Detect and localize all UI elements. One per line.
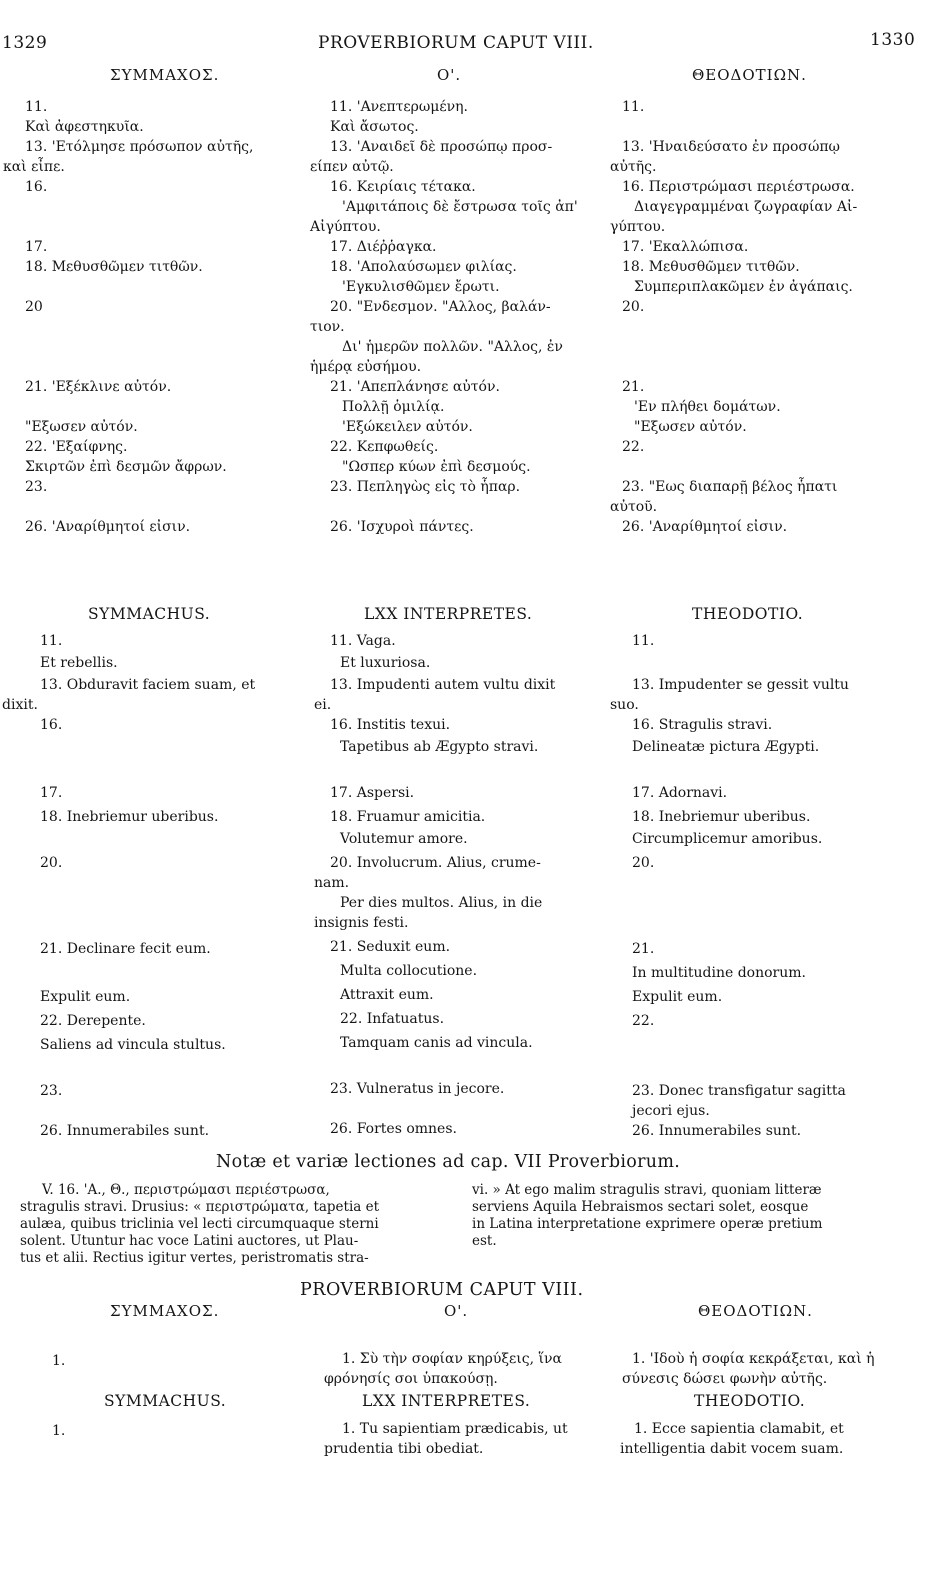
symmachus-greek-column — [3, 98, 315, 538]
row-text: είπεν αὐτῷ. — [310, 159, 394, 175]
header-symmachus-latin-ch8: SYMMACHUS. — [104, 1392, 227, 1410]
row-text: 21. 'Εξέκλινε αὐτόν. — [25, 379, 172, 395]
row-text: τιον. — [310, 319, 345, 335]
row-text: 11. — [622, 99, 645, 115]
row-text: Expulit eum. — [40, 989, 131, 1005]
row-text: Attraxit eum. — [340, 987, 434, 1003]
row-text: "Εξωσεν αὐτόν. — [634, 419, 747, 435]
row-text: In multitudine donorum. — [632, 965, 806, 981]
row-text: 17. — [25, 239, 48, 255]
row-text: 23. Πεπληγὼς εἰς τὸ ἧπαρ. — [330, 479, 521, 495]
row-text: 26. 'Αναρίθμητοί εἰσιν. — [622, 519, 788, 535]
row-text: γύπτου. — [610, 219, 666, 235]
row-text: Σκιρτῶν ἐπὶ δεσμῶν ἄφρων. — [25, 459, 227, 475]
row-text: 26. 'Ισχυροὶ πάντες. — [330, 519, 474, 535]
row-text: Καὶ ἄσωτος. — [330, 119, 419, 135]
note-line: in Latina interpretatione exprimere operæ pretium — [472, 1216, 823, 1232]
row-text: Circumplicemur amoribus. — [632, 831, 823, 847]
note-line: V. 16. 'Α., Θ., περιστρώμασι περιέστρωσα, — [42, 1182, 330, 1198]
row-text: Tamquam canis ad vincula. — [340, 1035, 533, 1051]
row-text: suo. — [610, 697, 639, 713]
row-text: Αἰγύπτου. — [310, 219, 381, 235]
row-text: 23. Vulneratus in jecore. — [330, 1081, 505, 1097]
ch8-symmachus-latin-verse: 1. — [52, 1423, 66, 1439]
ch8-lxx-latin-verse — [324, 1420, 612, 1460]
row-text: ἡμέρᾳ εὐσήμου. — [310, 359, 422, 375]
row-text: Διαγεγραμμέναι ζωγραφίαν Αἰ- — [634, 199, 858, 215]
header-theodotion-latin: THEODOTIO. — [692, 605, 804, 623]
row-text: 16. Stragulis stravi. — [632, 717, 773, 733]
row-text: 20. — [632, 855, 655, 871]
row-text: 20. "Ενδεσμον. "Αλλος, βαλάν- — [330, 299, 551, 315]
notes-right-column — [472, 1182, 912, 1250]
row-text: 'Εγκυλισθῶμεν ἔρωτι. — [342, 279, 500, 295]
row-text: 21. Declinare fecit eum. — [40, 941, 211, 957]
ch8-lxx-greek-verse — [324, 1350, 612, 1390]
row-text: 11. — [632, 633, 655, 649]
header-lxx-latin-ch8: LXX INTERPRETES. — [362, 1392, 531, 1410]
row-text: 11. Vaga. — [330, 633, 396, 649]
row-text: 22. Infatuatus. — [340, 1011, 445, 1027]
row-text: 'Εν πλήθει δομάτων. — [634, 399, 781, 415]
row-text — [632, 1036, 912, 1082]
row-text: 17. 'Εκαλλώπισα. — [622, 239, 749, 255]
row-text — [632, 654, 912, 676]
row-text — [622, 338, 912, 378]
row-text — [622, 118, 912, 138]
row-text: 16. Κειρίαις τέτακα. — [330, 179, 476, 195]
header-theodotion-latin-ch8: THEODOTIO. — [694, 1392, 806, 1410]
row-text: 18. 'Απολαύσωμεν φιλίας. — [330, 259, 517, 275]
row-text: 17. Διέῤῥαγκα. — [330, 239, 437, 255]
row-text: 11. — [25, 99, 48, 115]
row-text: 1. Tu sapientiam prædicabis, ut — [342, 1421, 568, 1437]
note-line: serviens Aquila Hebraismos sectari solet, eosque — [472, 1199, 809, 1215]
row-text: 'Αμφιτάποις δὲ ἔστρωσα τοῖς ἀπ' — [342, 199, 578, 215]
row-text: "Ωσπερ κύων ἐπὶ δεσμούς. — [342, 459, 531, 475]
row-text: dixit. — [2, 697, 38, 713]
row-text: 18. Μεθυσθῶμεν τιτθῶν. — [622, 259, 800, 275]
row-text: 'Εξώκειλεν αὐτόν. — [342, 419, 473, 435]
row-text: 18. Inebriemur uberibus. — [632, 809, 811, 825]
row-text: Multa collocutione. — [340, 963, 478, 979]
row-text: 21. Seduxit eum. — [330, 939, 451, 955]
note-line: tus et alii. Rectius igitur vertes, peristromatis stra- — [20, 1250, 369, 1266]
row-text: Συμπεριπλακῶμεν ἐν ἀγάπαις. — [634, 279, 853, 295]
note-line: aulæa, quibus triclinia vel lecti circumquaque sterni — [20, 1216, 379, 1232]
lxx-latin-column — [314, 632, 610, 1140]
note-line: est. — [472, 1233, 497, 1249]
row-text: insignis festi. — [314, 915, 409, 931]
row-text: 18. Fruamur amicitia. — [330, 809, 486, 825]
row-text: Volutemur amore. — [340, 831, 468, 847]
row-text: 16. — [40, 717, 63, 733]
row-text: 22. 'Εξαίφνης. — [25, 439, 128, 455]
row-text: 13. Obduravit faciem suam, et — [40, 677, 256, 693]
theodotion-greek-column — [610, 98, 912, 538]
row-text: Δι' ἡμερῶν πολλῶν. "Αλλος, ἐν — [342, 339, 563, 355]
header-symmachus-latin: SYMMACHUS. — [88, 605, 211, 623]
row-text: 20. — [622, 299, 645, 315]
row-text: 23. — [25, 479, 48, 495]
row-text: 1. Σὺ τὴν σοφίαν κηρύξεις, ἵνα — [342, 1351, 562, 1367]
header-lxx-latin: LXX INTERPRETES. — [364, 605, 533, 623]
row-text: 13. 'Ετόλμησε πρόσωπον αὐτῆς, — [25, 139, 254, 155]
row-text: 13. 'Ηναιδεύσατο ἐν προσώπῳ — [622, 139, 840, 155]
notes-left-column — [20, 1182, 460, 1267]
row-text: 1. Ecce sapientia clamabit, et — [634, 1421, 844, 1437]
row-text: ei. — [314, 697, 332, 713]
row-text: 16. Institis texui. — [330, 717, 451, 733]
row-text: intelligentia dabit vocem suam. — [620, 1441, 844, 1457]
row-text: Et rebellis. — [40, 655, 118, 671]
row-text: 26. Innumerabiles sunt. — [632, 1123, 802, 1139]
row-text: σύνεσις δώσει φωνὴν αὐτῆς. — [622, 1371, 828, 1387]
row-text — [25, 398, 315, 418]
row-text: 26. Innumerabiles sunt. — [40, 1123, 210, 1139]
row-text: 11. 'Ανεπτερωμένη. — [330, 99, 468, 115]
header-theodotion-greek-ch8: ΘΕΟΔΟΤΙΩΝ. — [698, 1302, 813, 1320]
row-text: 23. — [40, 1083, 63, 1099]
header-theodotion-greek: ΘΕΟΔΟΤΙΩΝ. — [692, 66, 807, 84]
ch8-theodotion-greek-verse — [622, 1350, 922, 1390]
header-lxx-greek-ch8: O'. — [444, 1302, 469, 1320]
row-text: 21. — [622, 379, 645, 395]
symmachus-latin-column — [2, 632, 320, 1142]
row-text — [25, 278, 315, 298]
row-text: 22. Derepente. — [40, 1013, 146, 1029]
row-text: Delineatæ pictura Ægypti. — [632, 739, 820, 755]
row-text: 22. — [632, 1013, 655, 1029]
running-title: PROVERBIORUM CAPUT VIII. — [318, 33, 594, 53]
row-text: 26. 'Αναρίθμητοί εἰσιν. — [25, 519, 191, 535]
row-text: 16. Περιστρώμασι περιέστρωσα. — [622, 179, 855, 195]
row-text: 23. Donec transfigatur sagitta — [632, 1083, 846, 1099]
row-text: 16. — [25, 179, 48, 195]
lxx-greek-column — [310, 98, 598, 538]
row-text: αὐτῆς. — [610, 159, 657, 175]
row-text — [622, 458, 912, 478]
header-symmachus-greek-ch8: ΣΥΜΜΑΧΟΣ. — [110, 1302, 220, 1320]
row-text: Per dies multos. Alius, in die — [340, 895, 543, 911]
row-text: 13. Impudenter se gessit vultu — [632, 677, 849, 693]
row-text: 23. "Εως διαπαρῇ βέλος ἧπατι — [622, 479, 838, 495]
row-text: 13. Impudenti autem vultu dixit — [330, 677, 556, 693]
row-text: 21. 'Απεπλάνησε αὐτόν. — [330, 379, 500, 395]
row-text — [25, 198, 315, 238]
row-text: 20. Involucrum. Alius, crume- — [330, 855, 541, 871]
page-number-left: 1329 — [2, 33, 48, 53]
notes-title: Notæ et variæ lectiones ad cap. VII Proverbiorum. — [216, 1152, 681, 1172]
row-text: 17. Aspersi. — [330, 785, 415, 801]
header-symmachus-greek: ΣΥΜΜΑΧΟΣ. — [110, 66, 220, 84]
row-text: 21. — [632, 941, 655, 957]
row-text: prudentia tibi obediat. — [324, 1441, 484, 1457]
row-text: Καὶ ἀφεστηκυῖα. — [25, 119, 144, 135]
note-line: vi. » At ego malim stragulis stravi, quoniam litteræ — [472, 1182, 822, 1198]
ch8-theodotion-latin-verse — [620, 1420, 924, 1460]
row-text: 1. 'Ιδοὺ ἡ σοφία κεκράξεται, καὶ ἡ — [632, 1351, 875, 1367]
row-text: 13. 'Αναιδεῖ δὲ προσώπῳ προσ- — [330, 139, 553, 155]
row-text: φρόνησίς σοι ὑπακούσῃ. — [324, 1371, 498, 1387]
row-text: 17. — [40, 785, 63, 801]
row-text — [25, 338, 315, 378]
row-text: 18. Inebriemur uberibus. — [40, 809, 219, 825]
row-text: 22. — [622, 439, 645, 455]
row-text: Saliens ad vincula stultus. — [40, 1037, 226, 1053]
row-text: 22. Κεπφωθείς. — [330, 439, 439, 455]
row-text: 17. Adornavi. — [632, 785, 728, 801]
row-text: καὶ εἶπε. — [3, 159, 65, 175]
row-text: "Εξωσεν αὐτόν. — [25, 419, 138, 435]
chapter-8-title: PROVERBIORUM CAPUT VIII. — [300, 1280, 584, 1300]
row-text: Tapetibus ab Ægypto stravi. — [340, 739, 539, 755]
page-number-right: 1330 — [870, 30, 916, 50]
header-lxx-greek: O'. — [437, 66, 462, 84]
row-text: Et luxuriosa. — [340, 655, 431, 671]
note-line: stragulis stravi. Drusius: « περιστρώματα, tapetia et — [20, 1199, 380, 1215]
row-text: nam. — [314, 875, 350, 891]
row-text: Expulit eum. — [632, 989, 723, 1005]
row-text: 20 — [25, 299, 43, 315]
row-text: Πολλῇ ὁμιλίᾳ. — [342, 399, 445, 415]
row-text: αὐτοῦ. — [610, 499, 658, 515]
row-text: 20. — [40, 855, 63, 871]
row-text: 26. Fortes omnes. — [330, 1121, 457, 1137]
theodotion-latin-column — [610, 632, 912, 1142]
row-text: 18. Μεθυσθῶμεν τιτθῶν. — [25, 259, 203, 275]
ch8-symmachus-greek-verse: 1. — [52, 1353, 66, 1369]
row-text: 11. — [40, 633, 63, 649]
row-text: jecori ejus. — [632, 1103, 710, 1119]
note-line: solent. Utuntur hac voce Latini auctores, ut Plau- — [20, 1233, 359, 1249]
